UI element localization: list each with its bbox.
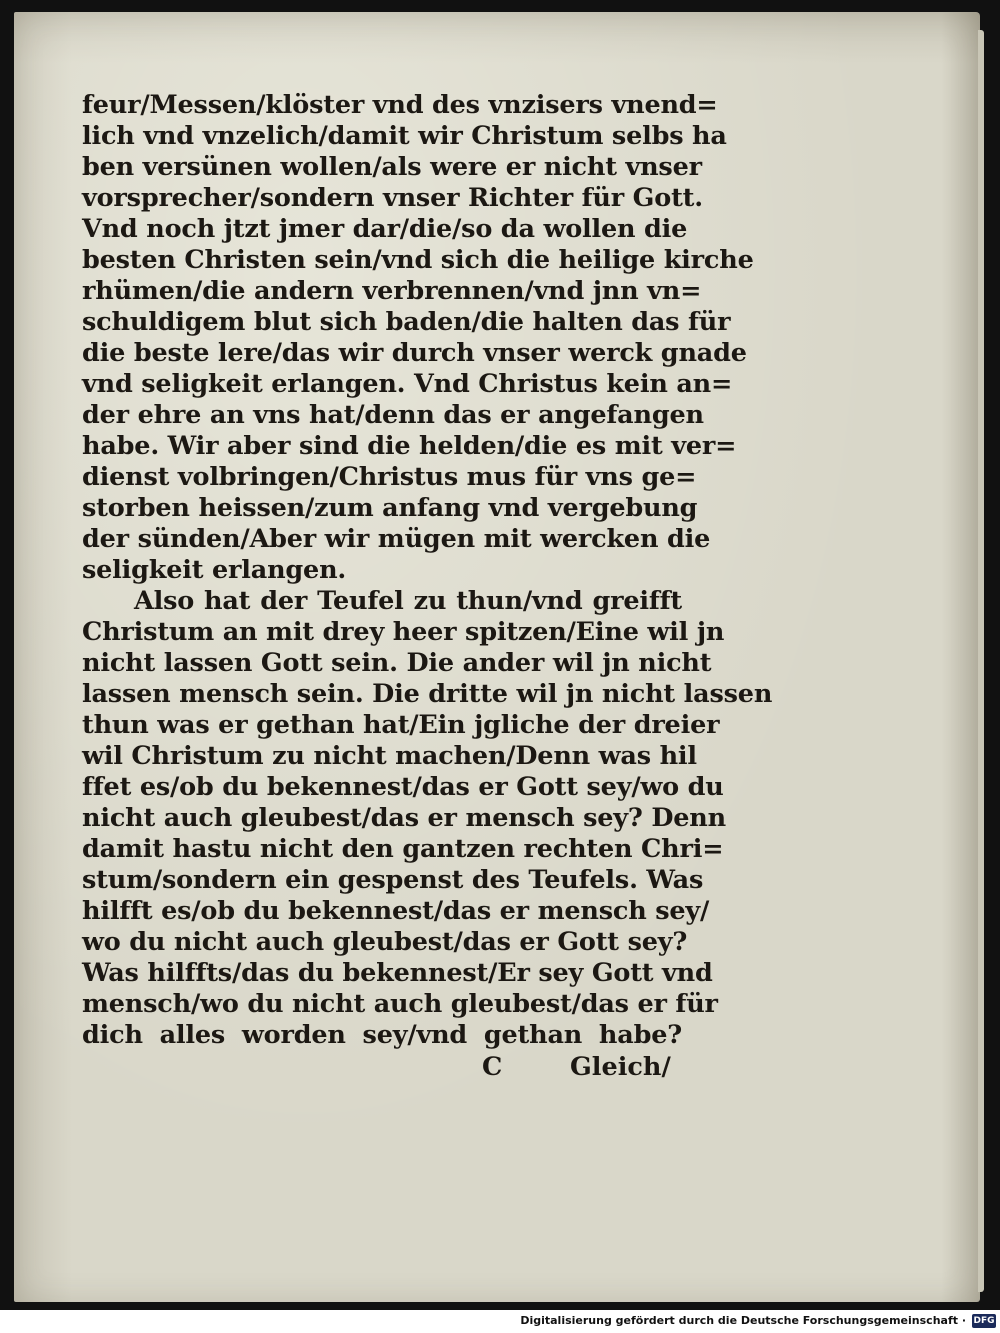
text-line: wil Christum zu nicht machen/Denn was hil bbox=[82, 741, 697, 771]
text-line: besten Christen sein/vnd sich die heilige kirche bbox=[82, 245, 754, 275]
body-text bbox=[82, 90, 773, 1051]
text-line: Christum an mit drey heer spitzen/Eine wil jn bbox=[82, 617, 725, 647]
text-line: lich vnd vnzelich/damit wir Christum selbs ha bbox=[82, 121, 727, 151]
catchword: Gleich/ bbox=[570, 1052, 671, 1082]
text-line: seligkeit erlangen. bbox=[82, 555, 347, 585]
text-line: thun was er gethan hat/Ein jgliche der dreier bbox=[82, 710, 720, 740]
text-line: hilfft es/ob du bekennest/das er mensch sey/ bbox=[82, 896, 710, 926]
dfg-logo-icon: DFG bbox=[973, 1316, 995, 1326]
text-line: nicht auch gleubest/das er mensch sey? Denn bbox=[82, 803, 726, 833]
text-line: rhümen/die andern verbrennen/vnd jnn vn= bbox=[82, 276, 702, 306]
text-line: habe. Wir aber sind die helden/die es mit ver= bbox=[82, 431, 737, 461]
text-line: Also hat der Teufel zu thun/vnd greifft bbox=[134, 586, 682, 616]
text-line: dich alles worden sey/vnd gethan habe? bbox=[82, 1020, 682, 1050]
text-line: Vnd noch jtzt jmer dar/die/so da wollen die bbox=[82, 214, 688, 244]
digitization-footer bbox=[0, 1310, 1000, 1333]
text-line: schuldigem blut sich baden/die halten das für bbox=[82, 307, 731, 337]
text-line: ffet es/ob du bekennest/das er Gott sey/wo du bbox=[82, 772, 724, 802]
text-line: Was hilffts/das du bekennest/Er sey Gott vnd bbox=[82, 958, 713, 988]
text-line: der ehre an vns hat/denn das er angefangen bbox=[82, 400, 704, 430]
text-line: damit hastu nicht den gantzen rechten Chri= bbox=[82, 834, 724, 864]
text-line: wo du nicht auch gleubest/das er Gott sey? bbox=[82, 927, 688, 957]
text-line: vnd seligkeit erlangen. Vnd Christus kein an= bbox=[82, 369, 733, 399]
text-line: ben versünen wollen/als were er nicht vnser bbox=[82, 152, 702, 182]
text-line: vorsprecher/sondern vnser Richter für Gott. bbox=[82, 183, 703, 213]
text-line: mensch/wo du nicht auch gleubest/das er für bbox=[82, 989, 718, 1019]
signature-mark: C bbox=[482, 1052, 503, 1082]
text-line: storben heissen/zum anfang vnd vergebung bbox=[82, 493, 698, 523]
text-line: der sünden/Aber wir mügen mit wercken die bbox=[82, 524, 711, 554]
page-footer-line bbox=[82, 1052, 682, 1086]
text-line: stum/sondern ein gespenst des Teufels. Was bbox=[82, 865, 704, 895]
text-line: nicht lassen Gott sein. Die ander wil jn nicht bbox=[82, 648, 712, 678]
page-edge bbox=[978, 30, 984, 1292]
text-line: feur/Messen/klöster vnd des vnzisers vnend= bbox=[82, 90, 718, 120]
text-line: dienst volbringen/Christus mus für vns ge= bbox=[82, 462, 697, 492]
text-line: lassen mensch sein. Die dritte wil jn nicht lassen bbox=[82, 679, 773, 709]
text-line: die beste lere/das wir durch vnser werck gnade bbox=[82, 338, 747, 368]
funding-note: Digitalisierung gefördert durch die Deutsche Forschungsgemeinschaft · bbox=[520, 1314, 966, 1327]
